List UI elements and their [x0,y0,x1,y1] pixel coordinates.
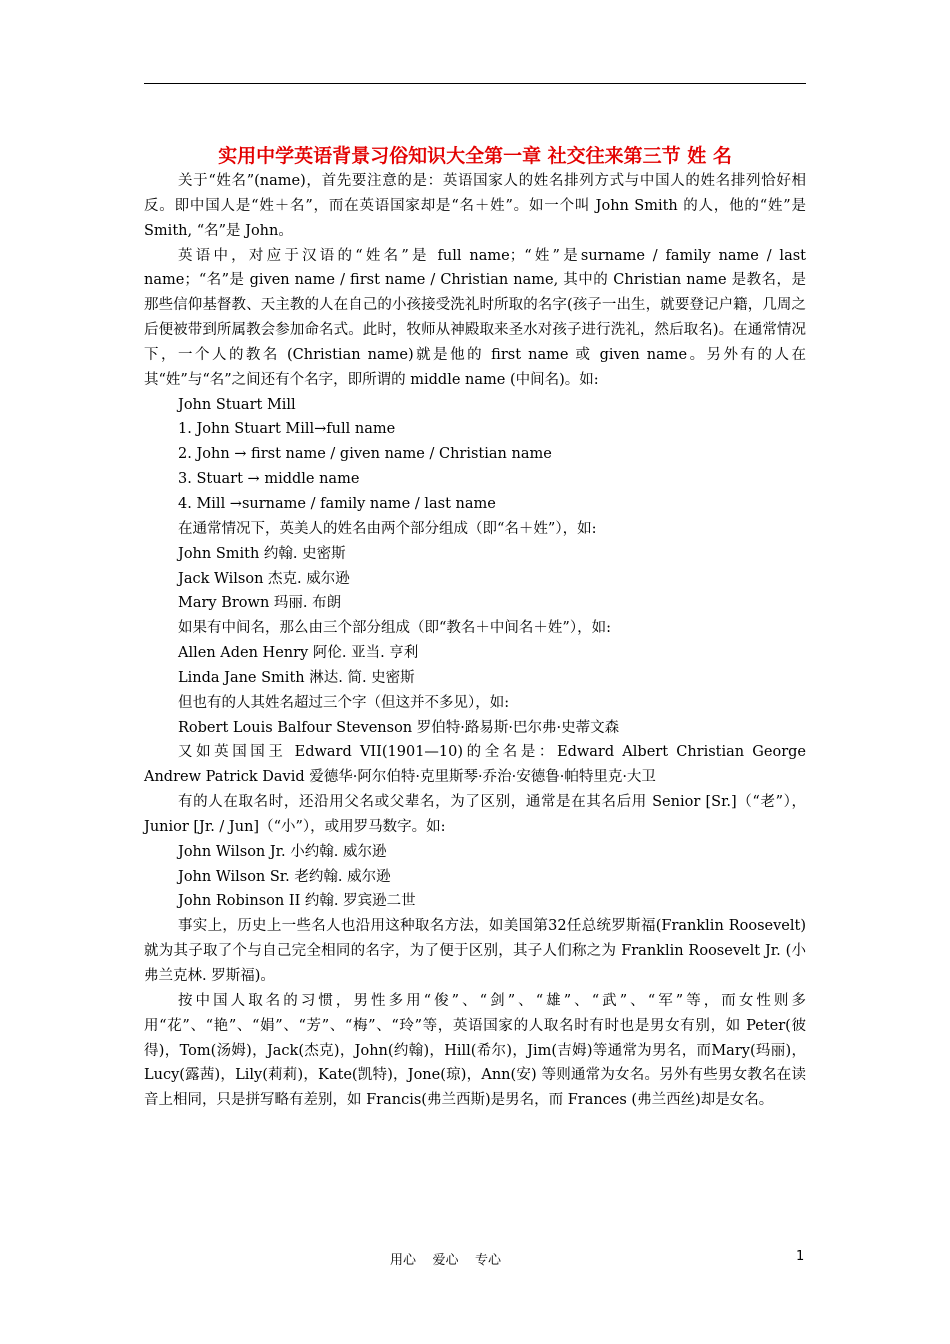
example-line: 在通常情况下，英美人的姓名由两个部分组成（即“名＋姓”），如: [178,520,597,537]
example-line: 但也有的人其姓名超过三个字（但这并不多见），如: [178,694,510,711]
example-line: John Wilson Jr. 小约翰. 威尔逊 [178,843,387,860]
example-line: Allen Aden Henry 阿伦. 亚当. 亨利 [178,645,419,662]
footer-motto: 用心 爱心 专心 [390,1253,502,1268]
page-number: 1 [796,1249,805,1264]
example-line: Robert Louis Balfour Stevenson 罗伯特·路易斯·巴尔弗·史蒂文森 [178,719,620,736]
example-line: John Wilson Sr. 老约翰. 威尔逊 [178,868,391,885]
example-line: Mary Brown 玛丽. 布朗 [178,595,342,612]
example-line: 如果有中间名，那么由三个部分组成（即“教名＋中间名＋姓”），如: [178,620,611,637]
header-rule [144,83,806,84]
example-line: John Stuart Mill [178,396,296,413]
paragraph-edward: 又如英国国王 Edward VII(1901—10)的全名是：Edward Albert Christian George Andrew Patrick David 爱德华·阿尔伯特·克里斯琴·乔治·安德鲁·帕特里克·大卫 [144,744,806,786]
paragraph-roosevelt: 事实上，历史上一些名人也沿用这种取名方法，如美国第32任总统罗斯福(Franklin Roosevelt)就为其子取了个与自己完全相同的名字，为了便于区别，其子人们称之为 Franklin Roosevelt Jr. (小弗兰克林. 罗斯福)。 [144,918,806,984]
example-line: 2. John → first name / given name / Christian name [178,446,552,463]
example-line: John Robinson II 约翰. 罗宾逊二世 [178,893,416,910]
example-line: 3. Stuart → middle name [178,471,360,488]
example-line: 4. Mill →surname / family name / last name [178,495,496,512]
example-line: Jack Wilson 杰克. 威尔逊 [178,570,350,587]
body-text [144,169,806,1113]
paragraph-name-terms: 英语中，对应于汉语的“姓名”是 full name；“姓”是surname / family name / last name；“名”是 given name / first name / Christian name, 其中的 Christian name 是教名，是那些信仰基督教、天主教的人在自己的小孩接受洗礼时所取的名字(孩子一出生，就要登记户籍，几周之后便被带到所属教会参加命名式。此时，牧师从神殿取来圣水对孩子进行洗礼，然后取名)。在通常情况下，一个人的教名 (Christian name)就是他的 first name 或 given name。另外有的人在其“姓”与“名”之间还有个名字，即所谓的 middle name (中间名)。如: [144,247,806,388]
page-title: 实用中学英语背景习俗知识大全第一章 社交往来第三节 姓 名 [218,145,732,167]
paragraph-senior-junior: 有的人在取名时，还沿用父名或父辈名，为了区别，通常是在其名后用 Senior [Sr.]（“老”），Junior [Jr. / Jun]（“小”），或用罗马数字。如: [144,794,806,835]
paragraph-gender-names: 按中国人取名的习惯，男性多用“俊”、“剑”、“雄”、“武”、“军”等，而女性则多用“花”、“艳”、“娟”、“芳”、“梅”、“玲”等，英语国家的人取名时有时也是男女有别，如 Peter(彼得)，Tom(汤姆)，Jack(杰克)，John(约翰)，Hill(希尔)，Jim(吉姆)等通常为男名，而Mary(玛丽)，Lucy(露茜)，Lily(莉莉)，Kate(凯特)，Jone(琼)，Ann(安) 等则通常为女名。另外有些男女教名在读音上相同，只是拼写略有差别，如 Francis(弗兰西斯)是男名，而 Frances (弗兰西丝)却是女名。 [144,992,806,1109]
paragraph-intro: 关于“姓名”(name)，首先要注意的是：英语国家人的姓名排列方式与中国人的姓名排列恰好相反。即中国人是“姓＋名”，而在英语国家却是“名＋姓”。如一个叫 John Smith 的人，他的“姓”是 Smith, “名”是 John。 [144,173,806,239]
example-line: Linda Jane Smith 淋达. 简. 史密斯 [178,669,415,686]
example-line: John Smith 约翰. 史密斯 [178,545,346,562]
example-line: 1. John Stuart Mill→full name [178,421,396,438]
